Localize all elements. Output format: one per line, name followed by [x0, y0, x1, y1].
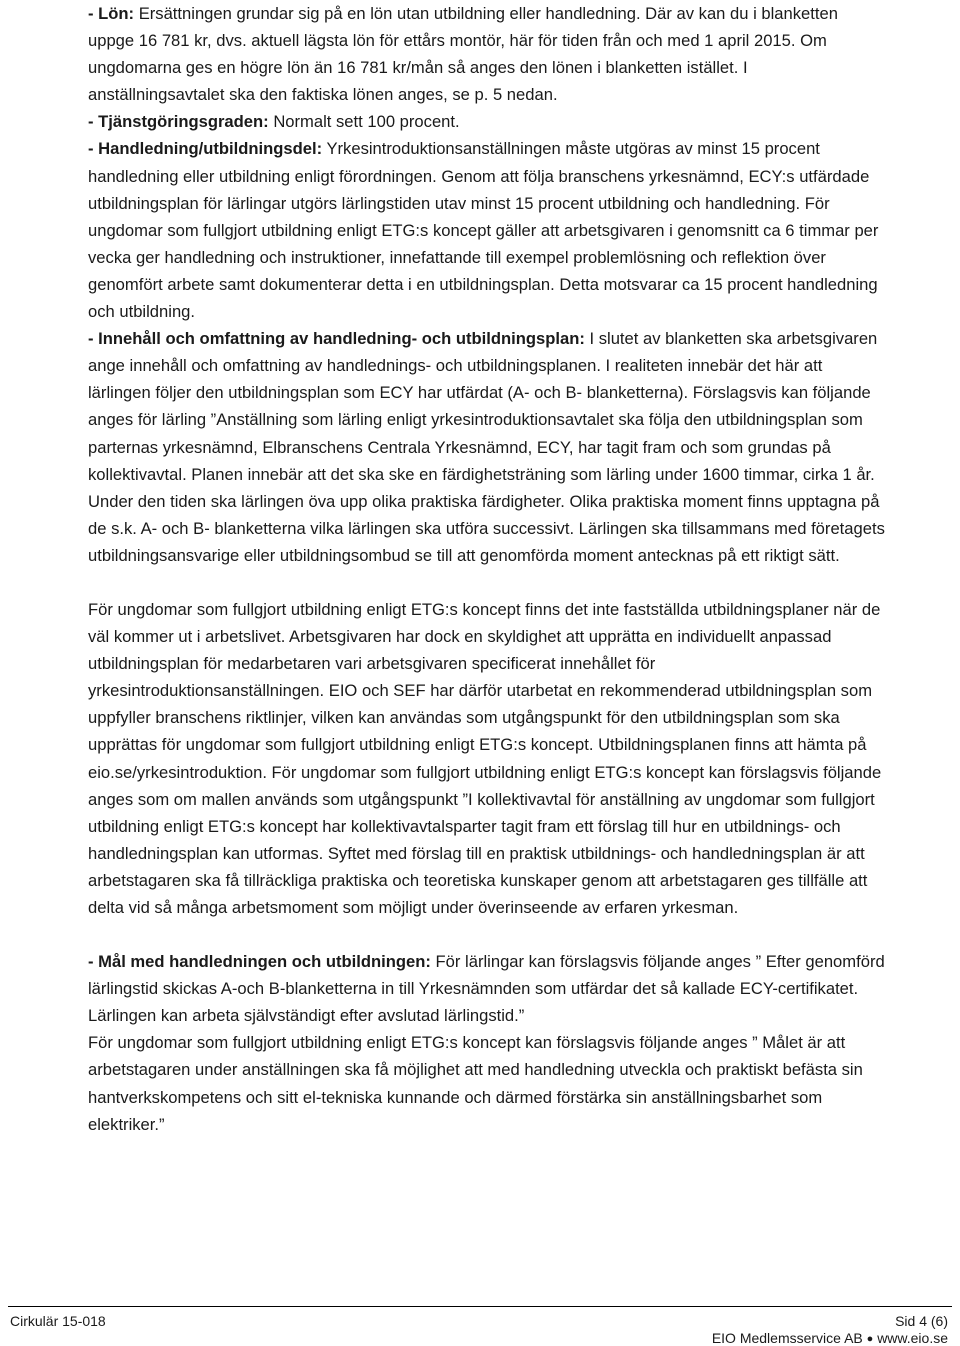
bullet-icon: ●: [866, 1333, 874, 1345]
text-handledning: Yrkesintroduktionsanställningen måste utgöras av minst 15 procent handledning eller utbildning enligt förordningen. Genom att följa branschens yrkesnämnd, ECY:s utfärdade utbildningsplan för lärlingar utgörs lärlingstiden utav minst 15 procent utbildning och handledning. För ungdomar som fullgjort utbildning enligt ETG:s koncept gäller att arbetsgivaren i genomsnitt ca 6 timmar per vecka ger handledning och instruktioner, innefattande till exempel problemlösning och reflektion över genomfört arbete samt dokumenterar detta i en utbildningsplan. Detta motsvarar ca 15 procent handledning och utbildning.: [88, 139, 879, 322]
footer-divider: [8, 1306, 952, 1307]
text-tjanstgoringsgrad: Normalt sett 100 procent.: [268, 112, 460, 132]
text-lon: Ersättningen grundar sig på en lön utan utbildning eller handledning. Där av kan du i blanketten uppge 16 781 kr, dvs. aktuell lägsta lön för ettårs montör, här för tiden från och med 1 april 2015. Om ungdomarna ges en högre lön än 16 781 kr/mån så anges den lönen i blanketten istället. I anställningsavtalet ska den faktiska lönen anges, se p. 5 nedan.: [88, 4, 838, 105]
text-mal: För lärlingar kan förslagsvis följande anges ” Efter genomförd lärlingstid skickas A-och B-blanketterna in till Yrkesnämnden som utfärdar det så kallade ECY-certifikatet. Lärlingen kan arbeta självständigt efter avslutad lärlingstid.”: [88, 952, 885, 1026]
spacer: [88, 569, 888, 596]
company-name: EIO Medlemsservice AB: [711, 1330, 863, 1346]
heading-handledning: - Handledning/utbildningsdel:: [88, 139, 323, 159]
page-number: Sid 4 (6): [895, 1313, 948, 1329]
paragraph-handledning: [88, 135, 888, 325]
circular-number: Cirkulär 15-018: [10, 1313, 106, 1329]
heading-innehall: - Innehåll och omfattning av handledning- och utbildningsplan:: [88, 329, 585, 349]
document-body: [88, 0, 888, 1138]
paragraph-mal-etg: För ungdomar som fullgjort utbildning enligt ETG:s koncept kan förslagsvis följande anges ” Målet är att arbetstagaren under anställningen ska få möjlighet att med handledning utveckla och praktiskt befästa sin hantverkskompetens och sitt el-tekniska kunnande och därmed förstärka sin anställningsbarhet som elektriker.”: [88, 1033, 863, 1134]
paragraph-tjanstgoringsgrad: [88, 108, 888, 135]
paragraph-mal: [88, 948, 888, 1029]
website-link[interactable]: www.eio.se: [877, 1330, 948, 1346]
paragraph-innehall: [88, 325, 888, 569]
spacer: [88, 921, 888, 948]
paragraph-lon: [88, 0, 878, 108]
heading-mal: - Mål med handledningen och utbildningen:: [88, 952, 431, 972]
heading-lon: - Lön:: [88, 4, 135, 23]
heading-tjanstgoringsgrad: - Tjänstgöringsgraden:: [88, 112, 269, 132]
paragraph-etg: För ungdomar som fullgjort utbildning enligt ETG:s koncept finns det inte fastställda utbildningsplaner när de väl kommer ut i arbetslivet. Arbetsgivaren har dock en skyldighet att upprätta en individuellt anpassad utbildningsplan för medarbetaren vari arbetsgivaren specificerat innehållet för yrkesintroduktionsanställningen. EIO och SEF har därför utarbetat en rekommenderad utbildningsplan som uppfyller branschens riktlinjer, vilken kan användas som utgångspunkt för den utbildningsplan som ska upprättas för ungdomar som fullgjort utbildning enligt ETG:s koncept. Utbildningsplanen finns att hämta på eio.se/yrkesintroduktion. För ungdomar som fullgjort utbildning enligt ETG:s koncept kan förslagsvis följande anges som om mallen används som utgångspunkt ”I kollektivavtal för anställning av ungdomar som fullgjort utbildning enligt ETG:s koncept har kollektivavtalsparter tagit fram ett förslag till hur en utbildnings- och handledningsplan kan utformas. Syftet med förslag till en praktisk utbildnings- och handledningsplan är att arbetstagaren ska få tillräckliga praktiska och teoretiska kunskaper genom att arbetstagaren ges tillfälle att delta vid så många arbetsmoment som möjligt under överinseende av erfaren yrkesman.: [88, 599, 882, 917]
text-innehall: I slutet av blanketten ska arbetsgivaren ange innehåll och omfattning av handlednings- och utbildningsplanen. I realiteten innebär det här att lärlingen följer den utbildningsplan som ECY har utfärdat (A- och B- blanketterna). Förslagsvis kan följande anges för lärling ”Anställning som lärling enligt yrkesintroduktionsavtalet ska följa den utbildningsplan som parternas yrkesnämnd, Elbranschens Centrala Yrkesnämnd, ECY, har tagit fram och som grundas på kollektivavtal. Planen innebär att det ska ske en färdighetsträning som lärling under 1600 timmar, cirka 1 år. Under den tiden ska lärlingen öva upp olika praktiska färdigheter. Olika praktiska moment finns upptagna på de s.k. A- och B- blanketterna vilka lärlingen ska utföra successivt. Lärlingen ska tillsammans med företagets utbildningsansvarige eller utbildningsombud se till att genomförda moment antecknas på ett riktigt sätt.: [88, 329, 885, 565]
